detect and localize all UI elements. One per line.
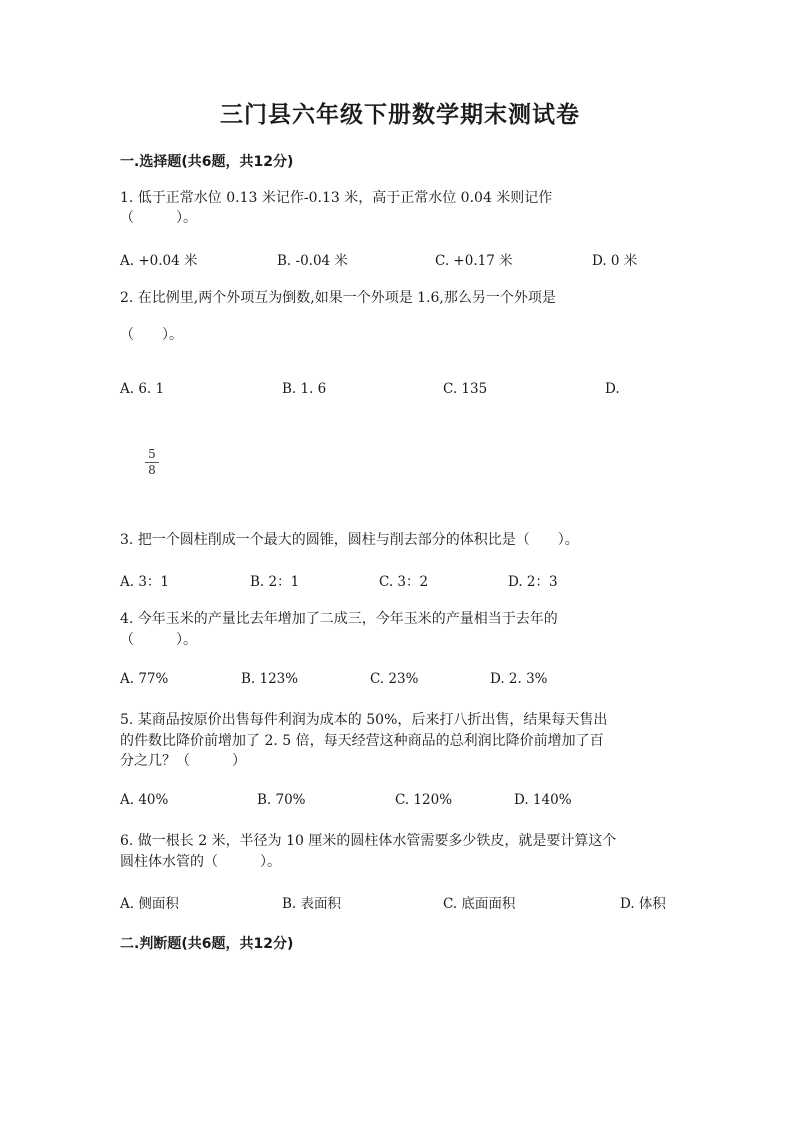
question-5-option-b: B. 70% [257, 792, 306, 808]
question-4-option-c: C. 23% [370, 671, 419, 687]
page-title: 三门县六年级下册数学期末测试卷 [220, 102, 580, 128]
question-5-line-1: 5. 某商品按原价出售每件利润为成本的 50%，后来打八折出售，结果每天售出 [120, 712, 608, 728]
question-3-option-a: A. 3：1 [120, 574, 170, 590]
section-heading-choice: 一.选择题(共6题，共12分) [120, 154, 294, 170]
question-2-option-a: A. 6. 1 [120, 381, 165, 397]
question-2-option-b: B. 1. 6 [282, 381, 327, 397]
question-4-option-d: D. 2. 3% [490, 671, 548, 687]
question-3-option-c: C. 3：2 [379, 574, 429, 590]
question-1-option-a: A. +0.04 米 [120, 253, 198, 269]
question-6-option-d: D. 体积 [620, 896, 666, 912]
question-6-option-b: B. 表面积 [282, 896, 342, 912]
question-5-option-d: D. 140% [514, 792, 572, 808]
fraction-denominator: 8 [148, 463, 156, 477]
question-1-line-2: （ ）。 [120, 210, 197, 226]
question-1-line-1: 1. 低于正常水位 0.13 米记作-0.13 米，高于正常水位 0.04 米则记作 [120, 190, 553, 206]
question-4-line-2: （ ）。 [120, 632, 197, 648]
question-1-option-c: C. +0.17 米 [435, 253, 513, 269]
question-2-line-1: 2. 在比例里,两个外项互为倒数,如果一个外项是 1.6,那么另一个外项是 [120, 290, 556, 306]
question-4-option-a: A. 77% [120, 671, 169, 687]
fraction-numerator: 5 [145, 448, 159, 463]
section-heading-judgement: 二.判断题(共6题，共12分) [120, 936, 294, 952]
question-6-option-c: C. 底面面积 [443, 896, 516, 912]
question-5-line-2: 的件数比降价前增加了 2. 5 倍，每天经营这种商品的总利润比降价前增加了百 [120, 733, 604, 749]
question-1-option-d: D. 0 米 [592, 253, 638, 269]
question-5-option-a: A. 40% [120, 792, 169, 808]
question-6-line-1: 6. 做一根长 2 米，半径为 10 厘米的圆柱体水管需要多少铁皮，就是要计算这个 [120, 833, 617, 849]
question-4-option-b: B. 123% [241, 671, 299, 687]
question-2-line-2: （ ）。 [120, 327, 183, 343]
question-6-line-2: 圆柱体水管的（ ）。 [120, 854, 281, 870]
question-3-option-b: B. 2：1 [250, 574, 300, 590]
question-4-line-1: 4. 今年玉米的产量比去年增加了二成三，今年玉米的产量相当于去年的 [120, 611, 558, 627]
question-1-option-b: B. -0.04 米 [277, 253, 348, 269]
question-2-option-d: D. [605, 381, 620, 397]
question-3-line-1: 3. 把一个圆柱削成一个最大的圆锥，圆柱与削去部分的体积比是（ ）。 [120, 532, 579, 548]
question-5-line-3: 分之几？（ ） [120, 753, 246, 769]
question-3-option-d: D. 2：3 [508, 574, 558, 590]
question-5-option-c: C. 120% [395, 792, 453, 808]
question-2-option-d-fraction [145, 448, 159, 477]
question-6-option-a: A. 侧面积 [120, 896, 179, 912]
question-2-option-c: C. 135 [443, 381, 488, 397]
